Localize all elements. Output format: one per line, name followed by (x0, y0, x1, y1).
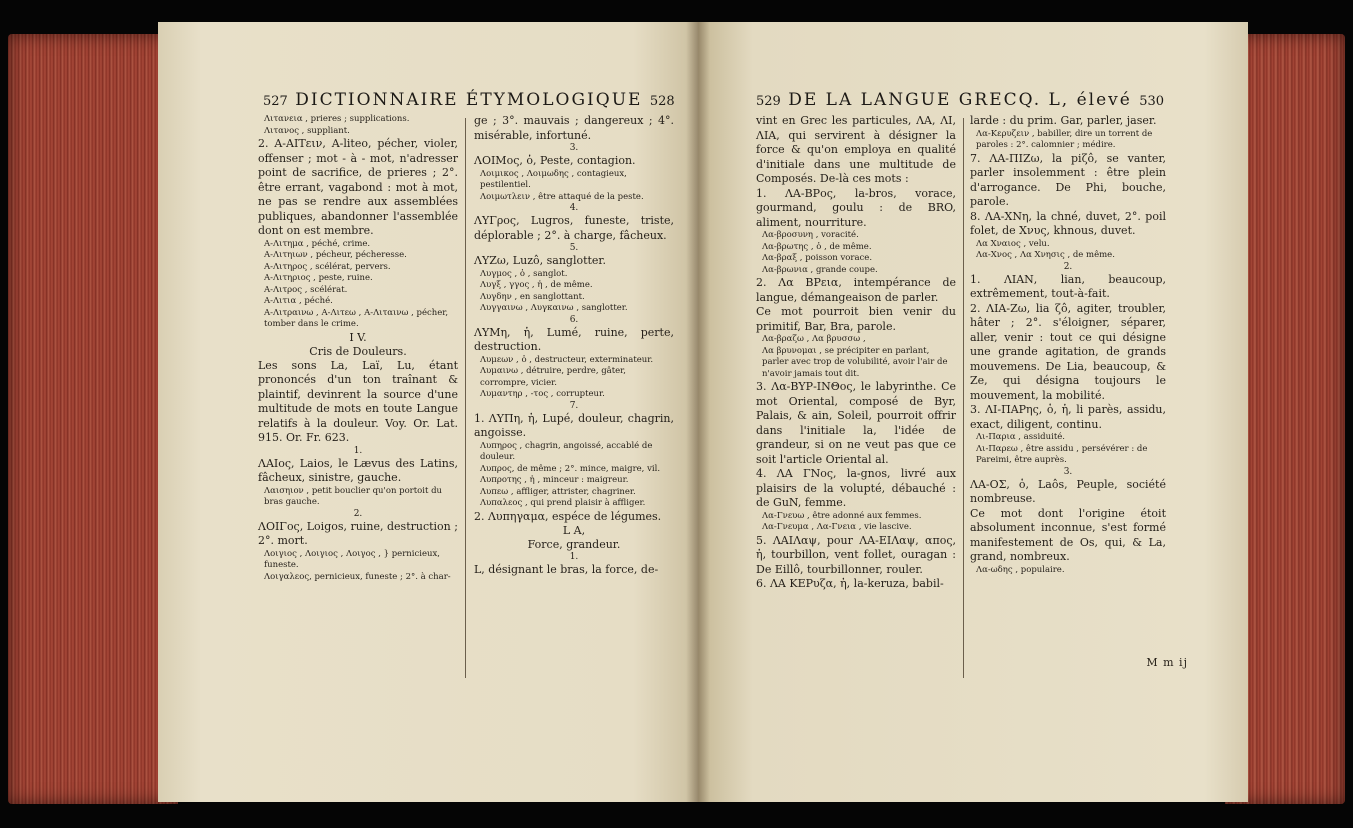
section-heading: Force, grandeur. (527, 538, 621, 551)
derived-word-entry: Λα-Γνευω , être adonné aux femmes. (762, 510, 922, 521)
derived-word-entry: Λυμαντηρ , -τος , corrupteur. (480, 389, 605, 399)
derived-word-entry: Λι-Παρια , assiduité. (976, 432, 1065, 442)
dictionary-entry: 7. ΛΑ-ΠΙΖω, la piζô, se vanter, parler insolemment : être plein d'arrogance. De Phi, bouche, parole. (970, 151, 1166, 208)
section-number: 3. (569, 143, 579, 153)
book-gutter (686, 22, 710, 802)
section-number: 7. (569, 400, 579, 411)
derived-word-entry: Λυγμος , ὁ , sanglot. (480, 268, 568, 279)
derived-word-entry: Λα-Χνος , Λα Χνησις , de même. (976, 250, 1115, 260)
dictionary-entry: ΛΥΓρος, Lugros, funeste, triste, déplorable ; 2°. à charge, fâcheux. (474, 214, 674, 242)
dictionary-entry: 2. Λα ΒΡεια, intempérance de langue, démangeaison de parler. (756, 276, 956, 304)
dictionary-entry: 8. ΛΑ-ΧΝη, la chné, duvet, 2°. poil folet, de Χνυς, khnous, duvet. (970, 209, 1166, 237)
section-number: 2. (1063, 261, 1073, 272)
derived-word-entry: Α-Λιτηρος , scélérat, pervers. (264, 261, 391, 272)
left-header-title: DICTIONNAIRE ÉTYMOLOGIQUE (295, 90, 643, 110)
derived-word-entry: Α-Λιτια , péché. (264, 296, 333, 306)
dictionary-entry: L, désignant le bras, la force, de- (474, 563, 659, 576)
left-running-header (263, 90, 675, 110)
dictionary-entry: vint en Grec les particules, ΛΑ, ΛΙ, ΛΙΑ, qui servirent à désigner la force & qu'on employa en qualité d'initiale dans une multitude de Composés. De-là ces mots : (756, 114, 956, 185)
dictionary-entry: 1. ΛΥΠη, ἡ, Lupé, douleur, chagrin, angoisse. (474, 411, 674, 439)
dictionary-entry: 3. Λα-ΒΥΡ-ΙΝΘος, le labyrinthe. Ce mot Oriental, composé de Byr, Palais, & ain, Soleil, pourroit offrir dans l'initiale la, l'idée de grandeur, si on ne veut pas que ce soit l'article Oriental al. (756, 380, 956, 466)
page-number-529: 529 (756, 94, 781, 109)
right-header-title: DE LA LANGUE GRECQ. L, élevé (788, 90, 1132, 110)
derived-word-entry: Α-Λιτραινω , Α-Λιτεω , Α-Λιταινω , pécher, tomber dans le crime. (264, 307, 449, 329)
dictionary-entry: ΛAΙος, Laios, le Lævus des Latins, fâcheux, sinistre, gauche. (258, 456, 458, 484)
section-number: 4. (569, 203, 579, 213)
derived-word-entry: Λυμεων , ὁ , destructeur, exterminateur. (480, 354, 654, 365)
derived-word-entry: Λα-βραξ , poisson vorace. (762, 253, 873, 263)
signature-mark: M m ij (1146, 656, 1188, 669)
dictionary-entry: Ce mot dont l'origine étoit absolument inconnue, s'est formé manifestement de Os, qui, & La, grand, nombreux. (970, 506, 1166, 563)
derived-word-entry: Α-Λιτηιων , pécheur, pécheresse. (264, 250, 407, 260)
derived-word-entry: Λα-ωδης , populaire. (976, 564, 1065, 575)
derived-word-entry: Λυμαινω , détruire, perdre, gâter, corrompre, vicier. (480, 366, 627, 388)
dictionary-entry: Les sons La, Laï, Lu, étant prononcés d'un ton traînant & plaintif, devinrent la source d'une multitude de mots en toute Langue relatifs à la douleur. Voy. Or. Lat. 915. Or. Fr. 623. (258, 358, 458, 444)
derived-word-entry: Α-Λιτηριος , peste, ruine. (264, 273, 373, 283)
left-column-2 (474, 114, 674, 578)
dictionary-entry: ΛΑ-ΟΣ, ὁ, Laôs, Peuple, société nombreuse. (970, 477, 1166, 505)
derived-word-entry: Λοιγιος , Λοιγιος , Λοιγος , } pernicieux, funeste. (264, 548, 440, 570)
derived-word-entry: Λυπρος, de même ; 2°. mince, maigre, vil. (480, 463, 661, 474)
derived-word-entry: Λα-βραζω , Λα βρυσσω , (762, 334, 866, 344)
section-heading: I V. (349, 330, 367, 344)
section-number: 1. (353, 445, 363, 456)
dictionary-entry: ΛΟΙΓος, Loigos, ruine, destruction ; 2°. mort. (258, 519, 458, 547)
section-number: 6. (569, 314, 579, 325)
derived-word-entry: Λιτανος , suppliant. (264, 125, 350, 136)
derived-word-entry: Λυπροτης , ἡ , minceur : maigreur. (480, 475, 629, 485)
section-number: 3. (1063, 466, 1073, 477)
dictionary-entry: ge ; 3°. mauvais ; dangereux ; 4°. misérable, infortuné. (474, 114, 674, 142)
derived-word-entry: Λα Χναιος , velu. (976, 238, 1050, 249)
derived-word-entry: Λοιμικος , Λοιμωδης , contagieux, pestilentiel. (480, 168, 627, 190)
dictionary-entry: 2. Λυπηγαμα, espéce de légumes. (474, 509, 662, 523)
derived-word-entry: Α-Λιτημα , péché, crime. (264, 238, 371, 249)
derived-word-entry: Λιτανεια , prieres ; supplications. (264, 114, 410, 124)
derived-word-entry: Λαισηιον , petit bouclier qu'on portoit du bras gauche. (264, 485, 443, 507)
page-number-528: 528 (649, 94, 675, 109)
derived-word-entry: Λα-βροσυνη , voracité. (762, 230, 859, 240)
derived-word-entry: Λυγξ , γγος , ἡ , de même. (480, 280, 593, 290)
dictionary-entry: 6. ΛΑ ΚΕΡυζα, ἡ, la-keruza, babil- (756, 577, 944, 590)
right-page (698, 22, 1248, 802)
dictionary-entry: larde : du prim. Gar, parler, jaser. (970, 114, 1157, 127)
dictionary-entry: 4. ΛΑ ΓΝος, la-gnos, livré aux plaisirs de la volupté, débauché : de GuN, femme. (756, 467, 956, 509)
page-edges-left (8, 34, 178, 804)
dictionary-entry: 5. ΛΑΙΛαψ, pour ΛΑ-ΕΙΛαψ, απος, ἡ, tourbillon, vent follet, ouragan : De Eillô, tourbillonner, rouler. (756, 533, 956, 576)
column-rule (465, 118, 466, 678)
dictionary-entry: ΛΥΖω, Luzô, sanglotter. (474, 254, 606, 267)
dictionary-entry: 2. A-AITειν, A-liteo, pécher, violer, offenser ; mot - à - mot, n'adresser point de sacrifice, de prieres ; 2°. être errant, vagabond : mot à mot, ne pas se rendre aux assemblées publiques, abandonner l'assemblée dont on est membre. (258, 137, 458, 237)
derived-word-entry: Λυπεω , affliger, attrister, chagriner. (480, 486, 636, 497)
column-rule (963, 118, 964, 678)
derived-word-entry: Λοιγαλεος, pernicieux, funeste ; 2°. à char- (264, 571, 451, 582)
right-column-2 (970, 114, 1166, 576)
derived-word-entry: Α-Λιτρος , scélérat. (264, 284, 348, 295)
open-book (8, 22, 1345, 812)
derived-word-entry: Λυγδην , en sanglottant. (480, 291, 585, 302)
page-number-527: 527 (263, 94, 288, 109)
right-running-header (756, 90, 1164, 110)
derived-word-entry: Λυπαλεος , qui prend plaisir à affliger. (480, 498, 646, 508)
derived-word-entry: Λα βρυνομαι , se précipiter en parlant, parler avec trop de volubilité, avoir l'air de n'avoir jamais tout dit. (762, 345, 948, 379)
derived-word-entry: Λα-βρωνια , grande coupe. (762, 264, 878, 275)
derived-word-entry: Λα-Κερυζειν , babiller, dire un torrent de paroles : 2°. calomnier ; médire. (976, 128, 1153, 150)
section-number: 5. (569, 243, 579, 253)
dictionary-entry: ΛΥΜη, ἡ, Lumé, ruine, perte, destruction. (474, 325, 674, 353)
derived-word-entry: Λυγγαινω , Λυγκαινω , sanglotter. (480, 303, 628, 313)
left-column-1 (258, 114, 458, 583)
derived-word-entry: Λα-Γνευμα , Λα-Γνεια , vie lascive. (762, 522, 912, 532)
section-number: 2. (353, 508, 363, 519)
dictionary-entry: 1. ΛΑ-ΒΡος, la-bros, vorace, gourmand, goulu : de BRO, aliment, nourriture. (756, 186, 956, 229)
dictionary-entry: Ce mot pourroit bien venir du primitif, Bar, Bra, parole. (756, 305, 956, 333)
derived-word-entry: Λοιμωτλειν , être attaqué de la peste. (480, 191, 644, 202)
dictionary-entry: 2. ΛΙΑ-Ζω, lia ζô, agiter, troubler, hâter ; 2°. s'éloigner, séparer, aller, venir : tout ce qui désigne une grande agitation, de grands mouvemens. De Lia, beaucoup, & Ze, qui désigna toujours le mouvement, la mobilité. (970, 301, 1166, 402)
right-column-1 (756, 114, 956, 592)
section-number: 1. (569, 552, 579, 562)
derived-word-entry: Λι-Παρεω , être assidu , persévérer : de Pareimi, être auprès. (976, 443, 1148, 465)
left-page (158, 22, 698, 802)
derived-word-entry: Λα-βρωτης , ὁ , de même. (762, 241, 872, 252)
section-heading: Cris de Douleurs. (309, 344, 407, 358)
page-number-530: 530 (1139, 94, 1165, 109)
dictionary-entry: 1. ΛΙΑΝ, lian, beaucoup, extrêmement, tout-à-fait. (970, 272, 1166, 300)
dictionary-entry: 3. ΛΙ-ΠΑΡης, ὁ, ἡ, li parès, assidu, exact, diligent, continu. (970, 403, 1166, 431)
section-heading: L A, (562, 524, 586, 537)
dictionary-entry: ΛΟΙΜος, ὁ, Peste, contagion. (474, 154, 636, 167)
derived-word-entry: Λυπηρος , chagrin, angoissé, accablé de douleur. (480, 440, 653, 462)
